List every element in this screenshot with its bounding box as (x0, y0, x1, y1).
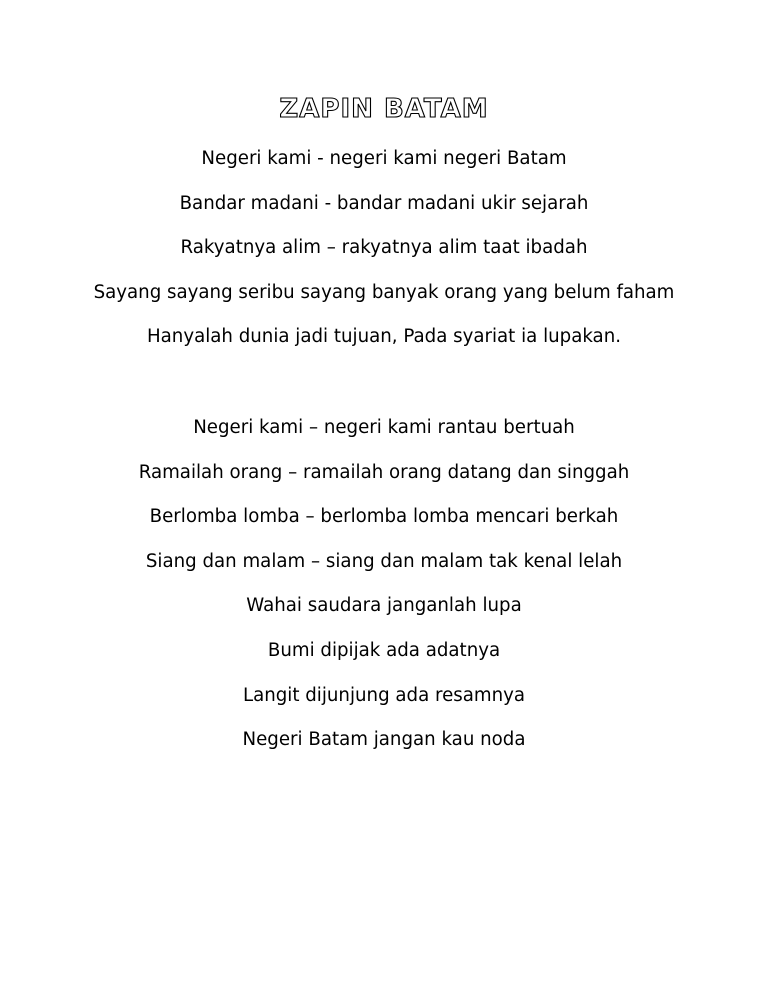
lyric-line: Rakyatnya alim – rakyatnya alim taat ibadah (180, 237, 588, 259)
stanza-2 (0, 417, 768, 774)
lyric-line: Negeri kami - negeri kami negeri Batam (201, 148, 567, 169)
lyric-line: Berlomba lomba – berlomba lomba mencari berkah (149, 506, 619, 528)
lyric-line: Bandar madani - bandar madani ukir sejarah (179, 192, 589, 214)
stanza-1 (0, 148, 768, 371)
lyric-line: Negeri Batam jangan kau noda (242, 729, 526, 751)
lyric-line: Negeri kami – negeri kami rantau bertuah (193, 417, 575, 438)
lyric-line: Ramailah orang – ramailah orang datang dan singgah (138, 461, 630, 483)
lyric-line: Langit dijunjung ada resamnya (242, 684, 526, 706)
song-title: ZAPIN BATAM (279, 94, 489, 124)
lyric-line: Hanyalah dunia jadi tujuan, Pada syariat ia lupakan. (146, 326, 622, 348)
lyric-line: Bumi dipijak ada adatnya (267, 639, 501, 661)
lyric-line: Sayang sayang seribu sayang banyak orang yang belum faham (93, 281, 675, 303)
lyric-line: Wahai saudara janganlah lupa (246, 595, 522, 617)
lyric-line: Siang dan malam – siang dan malam tak kenal lelah (145, 550, 623, 572)
